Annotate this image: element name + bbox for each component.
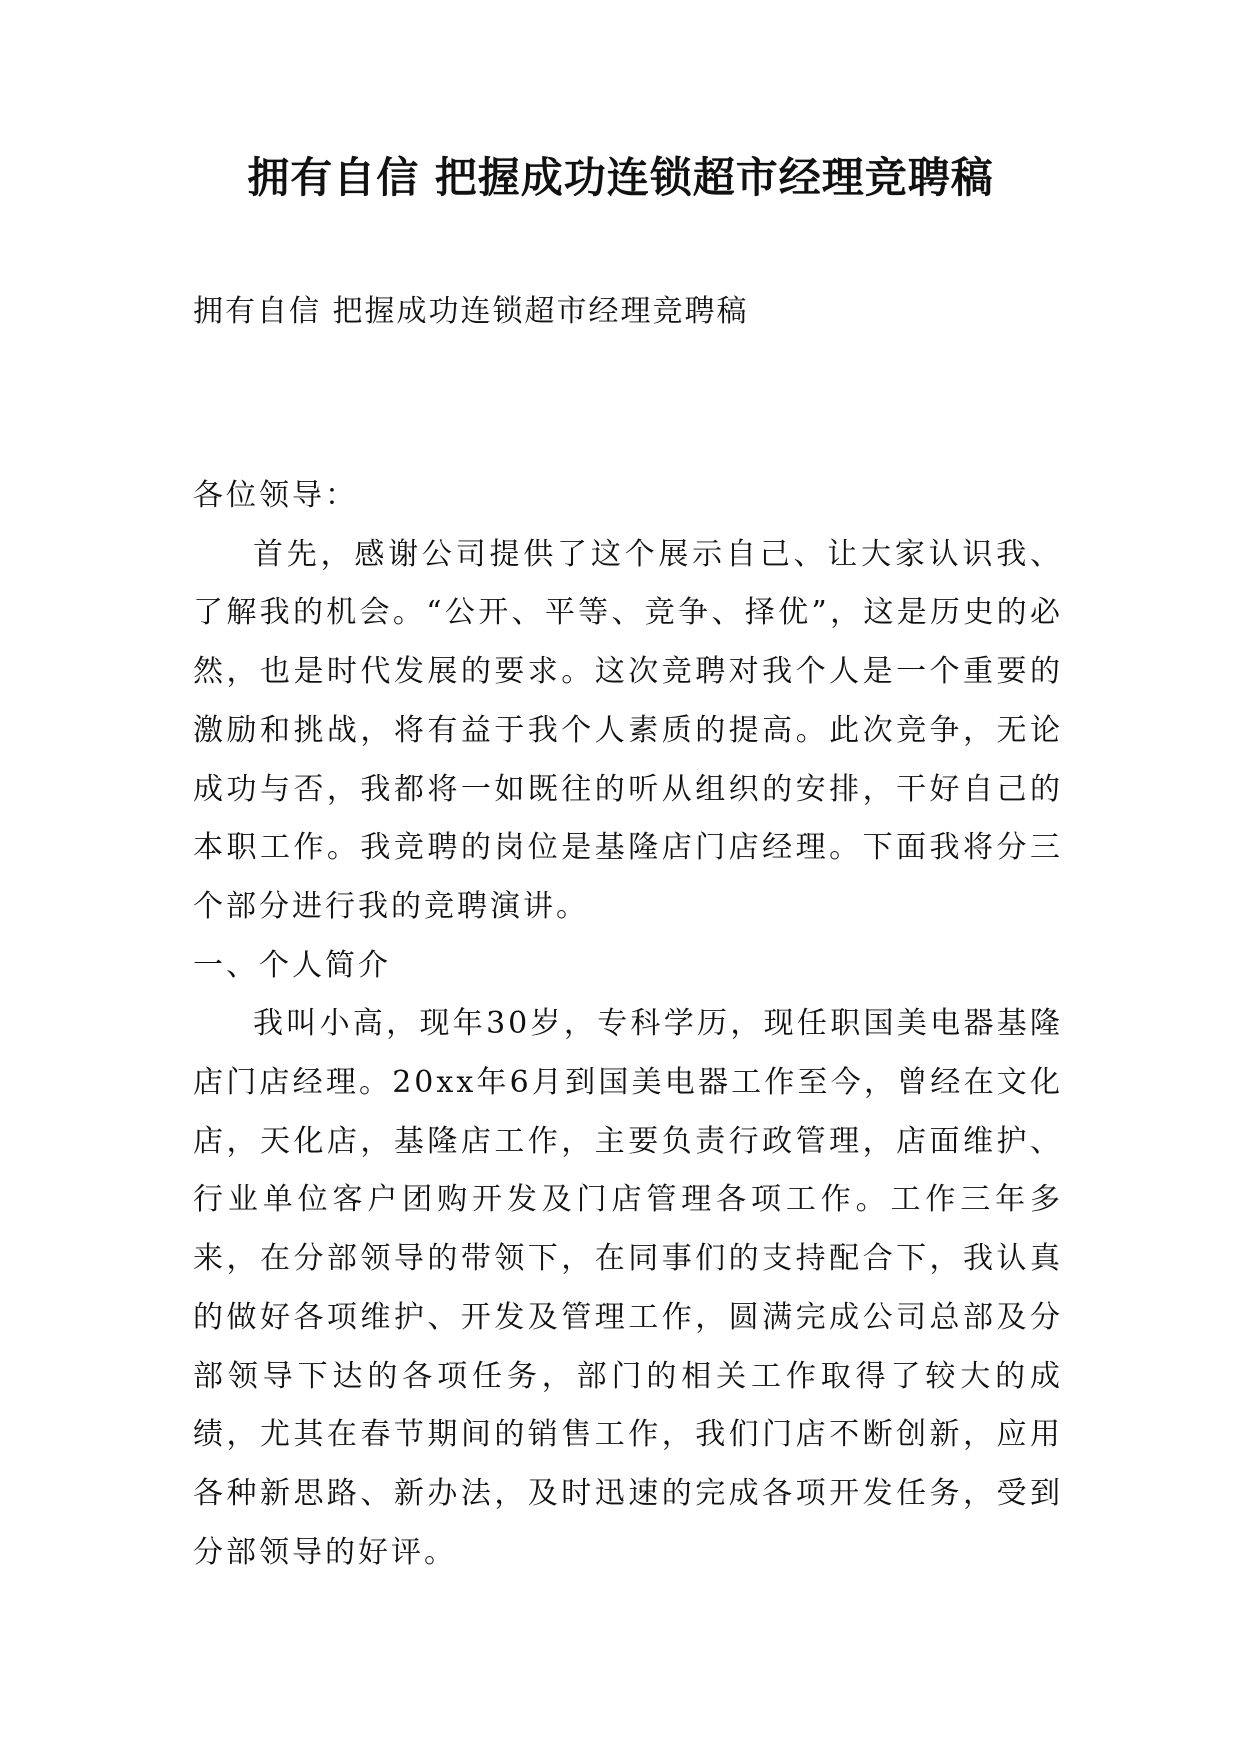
paragraph-profile: 我叫小高，现年30岁，专科学历，现任职国美电器基隆店门店经理。20xx年6月到国美电器工作至今，曾经在文化店，天化店，基隆店工作，主要负责行政管理，店面维护、行业单位客户团购开发及门店管理各项工作。工作三年多来，在分部领导的带领下，在同事们的支持配合下，我认真的做好各项维护、开发及管理工作，圆满完成公司总部及分部领导下达的各项任务，部门的相关工作取得了较大的成绩，尤其在春节期间的销售工作，我们门店不断创新，应用各种新思路、新办法，及时迅速的完成各项开发任务，受到分部领导的好评。 xyxy=(193,1006,1063,1570)
paragraph-intro: 首先，感谢公司提供了这个展示自己、让大家认识我、了解我的机会。“公开、平等、竞争、择优”，这是历史的必然，也是时代发展的要求。这次竞聘对我个人是一个重要的激励和挑战，将有益于我个人素质的提高。此次竞争，无论成功与否，我都将一如既往的听从组织的安排，干好自己的本职工作。我竞聘的岗位是基隆店门店经理。下面我将分三个部分进行我的竞聘演讲。 xyxy=(193,536,1063,924)
salutation: 各位领导： xyxy=(193,478,358,513)
document-subtitle: 拥有自信 把握成功连锁超市经理竞聘稿 xyxy=(193,294,749,329)
document-title: 拥有自信 把握成功连锁超市经理竞聘稿 xyxy=(247,153,994,202)
document-body xyxy=(193,467,1063,1582)
section-heading: 一、个人简介 xyxy=(193,947,391,983)
